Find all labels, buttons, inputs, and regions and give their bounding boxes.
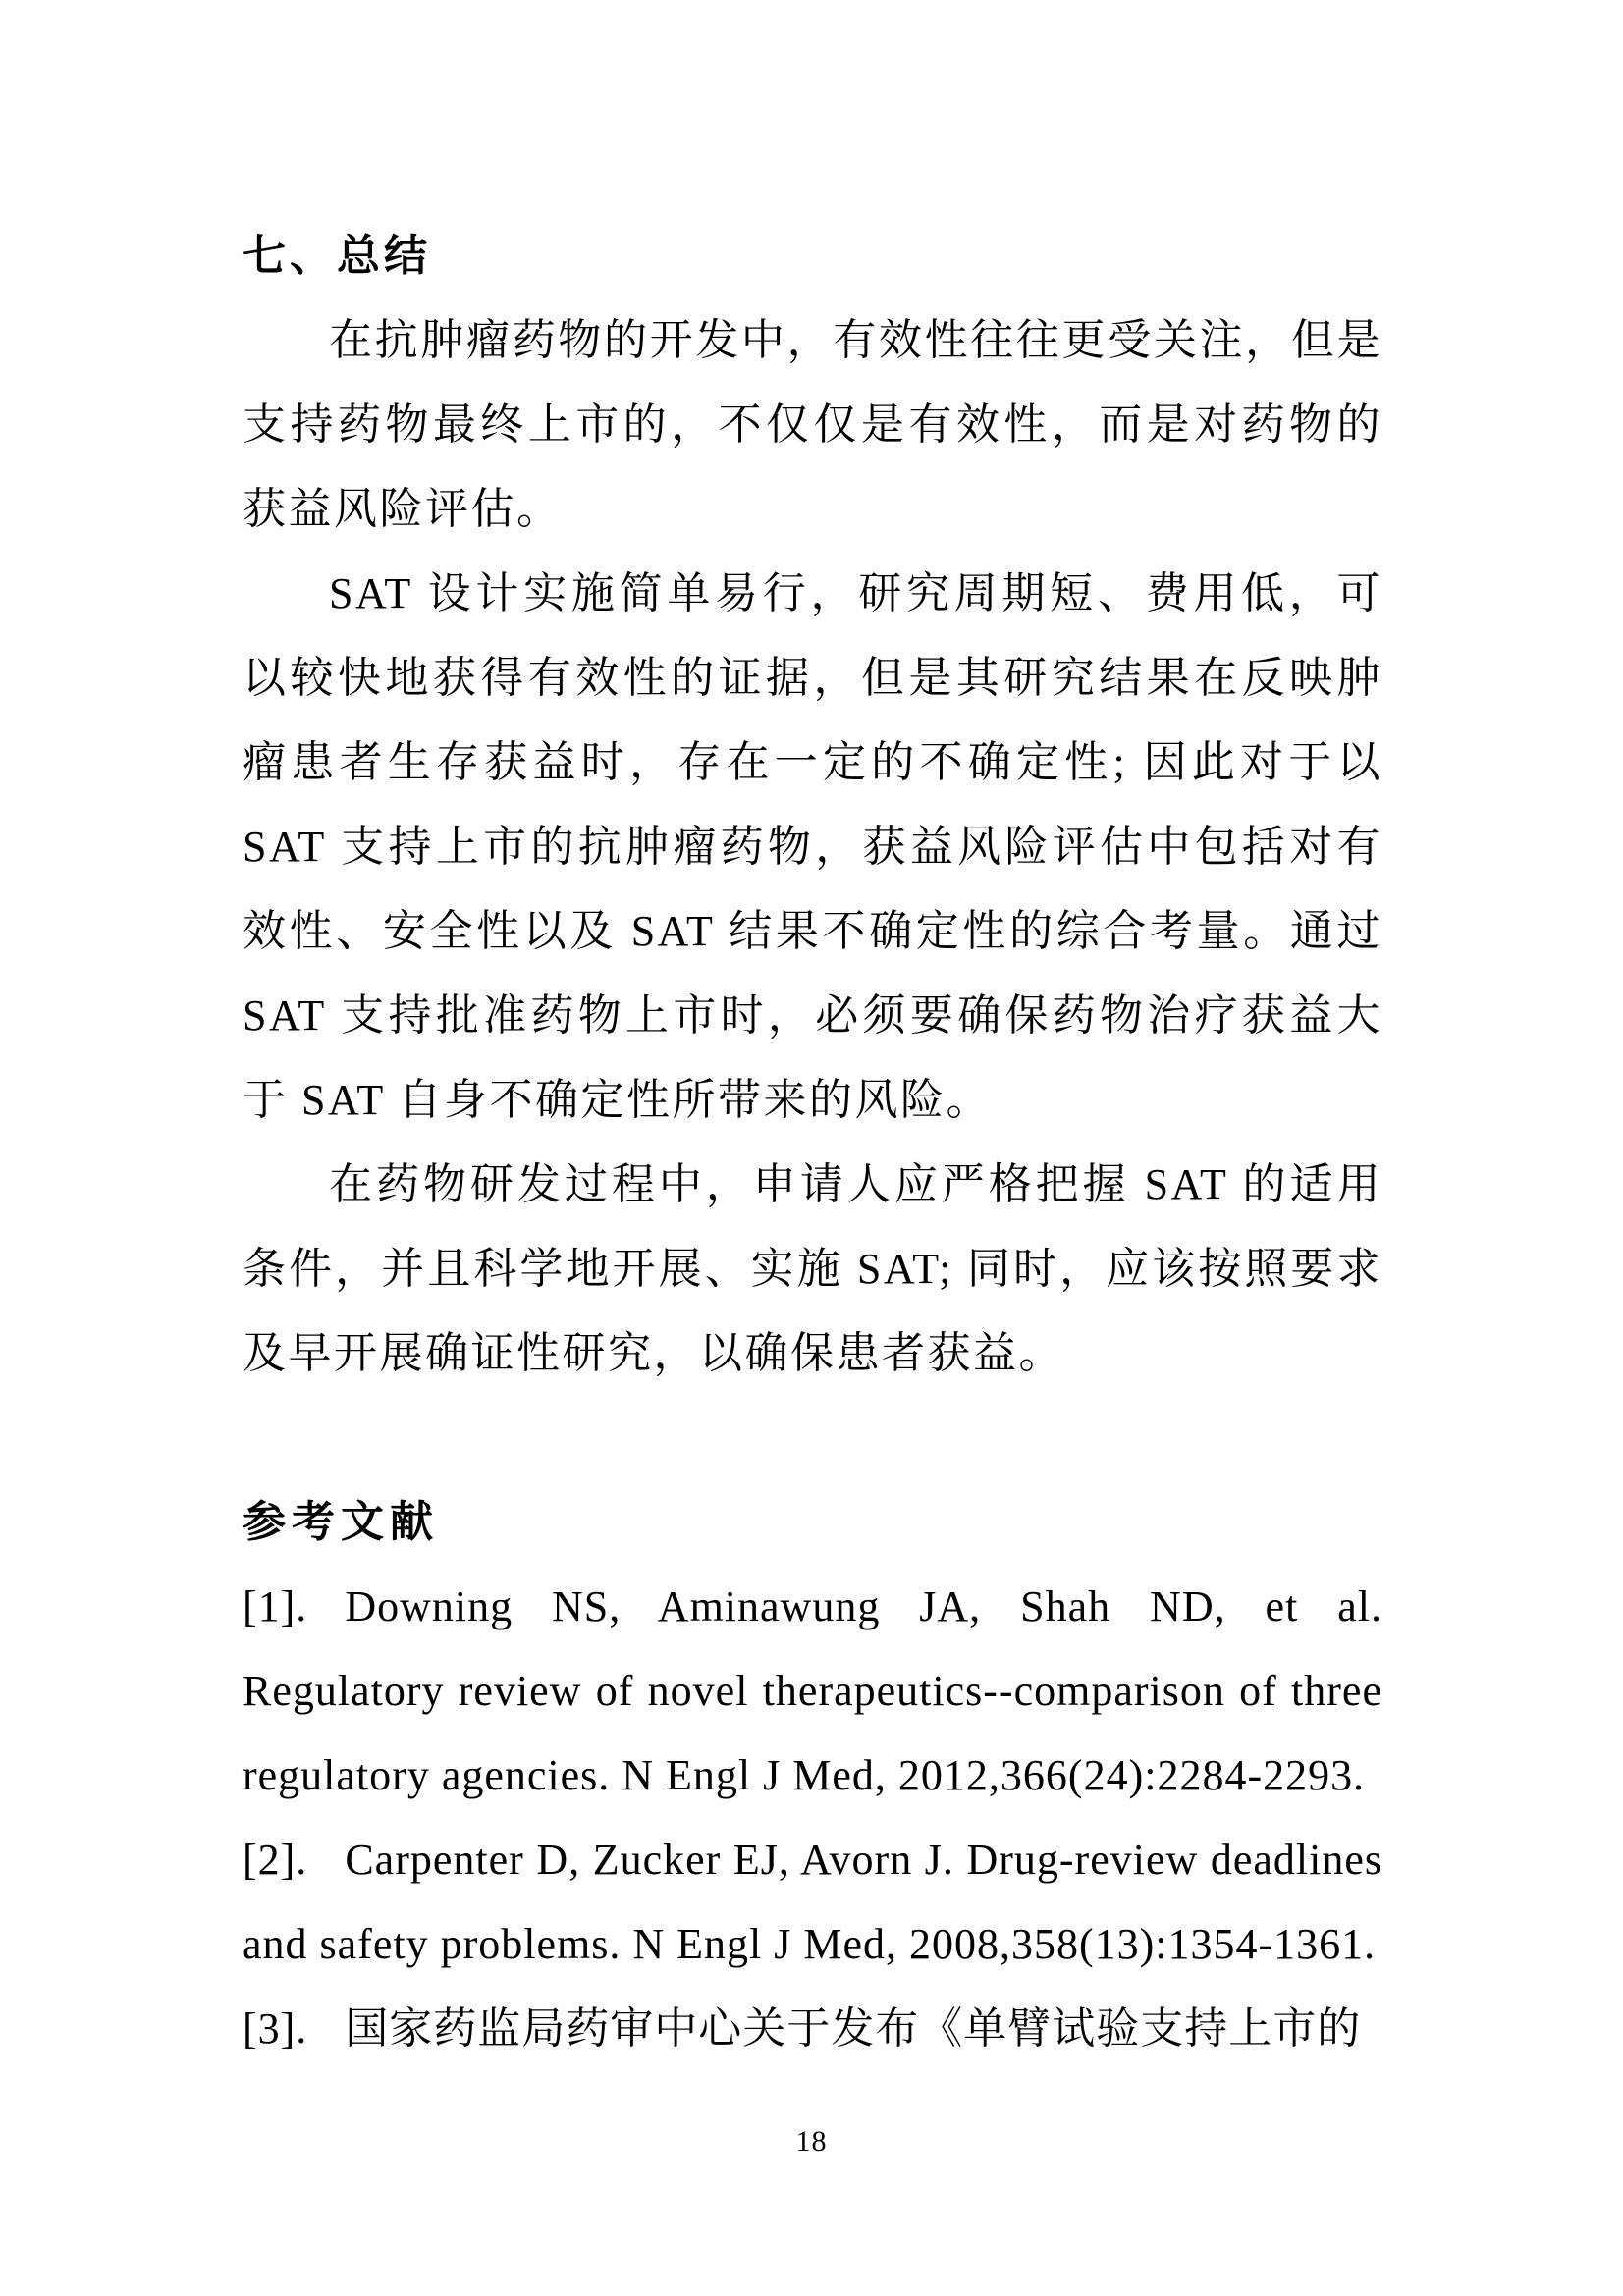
paragraph-summary-1: 在抗肿瘤药物的开发中，有效性往往更受关注，但是支持药物最终上市的，不仅仅是有效性，而是对药物的获益风险评估。 — [243, 316, 1382, 533]
reference-label: [1]. — [243, 1582, 308, 1630]
paragraph-summary-2: SAT 设计实施简单易行，研究周期短、费用低，可以较快地获得有效性的证据，但是其研究结果在反映肿瘤患者生存获益时，存在一定的不确定性; 因此对于以 SAT 支持上市的抗肿瘤药物，获益风险评估中包括对有效性、安全性以及 SAT 结果不确定性的综合考量。通过 SAT 支持批准药物上市时，必须要确保药物治疗获益大于 SAT 自身不确定性所带来的风险。 — [243, 569, 1382, 1124]
reference-text: Downing NS, Aminawung JA, Shah ND, et al. Regulatory review of novel therapeutics--comparison of three regulatory agencies. N Engl J Med, 2012,366(24):2284-2293. — [243, 1582, 1382, 1799]
reference-text: 国家药监局药审中心关于发布《单臂试验支持上市的 — [345, 2004, 1362, 2053]
page-number: 18 — [795, 2125, 828, 2158]
section-heading: 七、总结 — [243, 232, 431, 280]
reference-text: Carpenter D, Zucker EJ, Avorn J. Drug-review deadlines and safety problems. N Engl J Med, 2008,358(13):1354-1361. — [243, 1836, 1382, 1968]
reference-item — [243, 1818, 1382, 1987]
reference-label: [2]. — [243, 1836, 308, 1884]
reference-item — [243, 1987, 1382, 2071]
reference-item — [243, 1565, 1382, 1818]
paragraph-summary-3: 在药物研发过程中，申请人应严格把握 SAT 的适用条件，并且科学地开展、实施 SAT; 同时，应该按照要求及早开展确证性研究，以确保患者获益。 — [243, 1160, 1382, 1377]
page-content — [243, 214, 1382, 2071]
references-heading: 参考文献 — [243, 1498, 439, 1546]
reference-label: [3]. — [243, 2004, 308, 2053]
